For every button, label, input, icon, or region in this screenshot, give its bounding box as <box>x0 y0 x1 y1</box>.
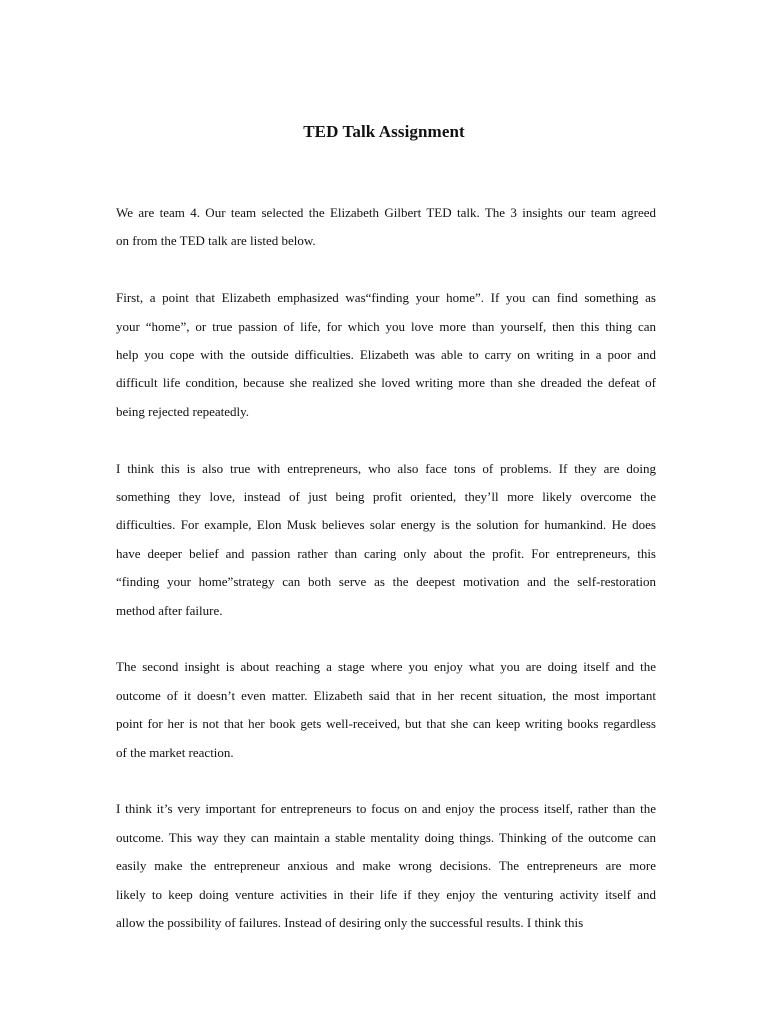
text-line: likely to keep doing venture activities in their life if they enjoy the venturing activity itself and <box>116 886 656 902</box>
text-line: I think this is also true with entrepreneurs, who also face tons of problems. If they are doing <box>116 460 656 476</box>
text-line: your “home”, or true passion of life, for which you love more than yourself, then this thing can <box>116 318 656 334</box>
text-line: allow the possibility of failures. Instead of desiring only the successful results. I think this <box>116 915 584 931</box>
paragraph-4 <box>116 653 656 767</box>
document-title: TED Talk Assignment <box>303 122 465 141</box>
text-line: help you cope with the outside difficulties. Elizabeth was able to carry on writing in a poor and <box>116 347 656 363</box>
paragraph-3 <box>116 455 656 625</box>
text-line: of the market reaction. <box>116 744 234 760</box>
text-line: difficulties. For example, Elon Musk believes solar energy is the solution for humankind. He does <box>116 517 656 533</box>
text-line: point for her is not that her book gets well-received, but that she can keep writing books regardless <box>116 716 656 732</box>
text-line: outcome of it doesn’t even matter. Elizabeth said that in her recent situation, the most important <box>116 687 656 703</box>
text-line: have deeper belief and passion rather than caring only about the profit. For entrepreneurs, this <box>116 545 656 561</box>
text-line: First, a point that Elizabeth emphasized was“finding your home”. If you can find something as <box>116 290 656 306</box>
paragraph-1 <box>116 199 656 256</box>
text-line: method after failure. <box>116 602 223 618</box>
text-line: The second insight is about reaching a stage where you enjoy what you are doing itself and the <box>116 659 656 675</box>
text-line: outcome. This way they can maintain a stable mentality doing things. Thinking of the outcome can <box>116 829 656 845</box>
text-line: something they love, instead of just being profit oriented, they’ll more likely overcome the <box>116 489 656 505</box>
text-line: on from the TED talk are listed below. <box>116 233 316 249</box>
paragraph-2 <box>116 284 656 426</box>
paragraph-5 <box>116 795 656 937</box>
text-line: difficult life condition, because she realized she loved writing more than she dreaded the defeat of <box>116 375 656 391</box>
text-line: “finding your home”strategy can both serve as the deepest motivation and the self-restoration <box>116 574 656 590</box>
text-line: being rejected repeatedly. <box>116 403 250 419</box>
text-line: We are team 4. Our team selected the Elizabeth Gilbert TED talk. The 3 insights our team agreed <box>116 205 656 220</box>
text-line: easily make the entrepreneur anxious and make wrong decisions. The entrepreneurs are more <box>116 858 656 874</box>
text-line: I think it’s very important for entrepreneurs to focus on and enjoy the process itself, rather than the <box>116 801 656 817</box>
document-body <box>116 199 656 966</box>
